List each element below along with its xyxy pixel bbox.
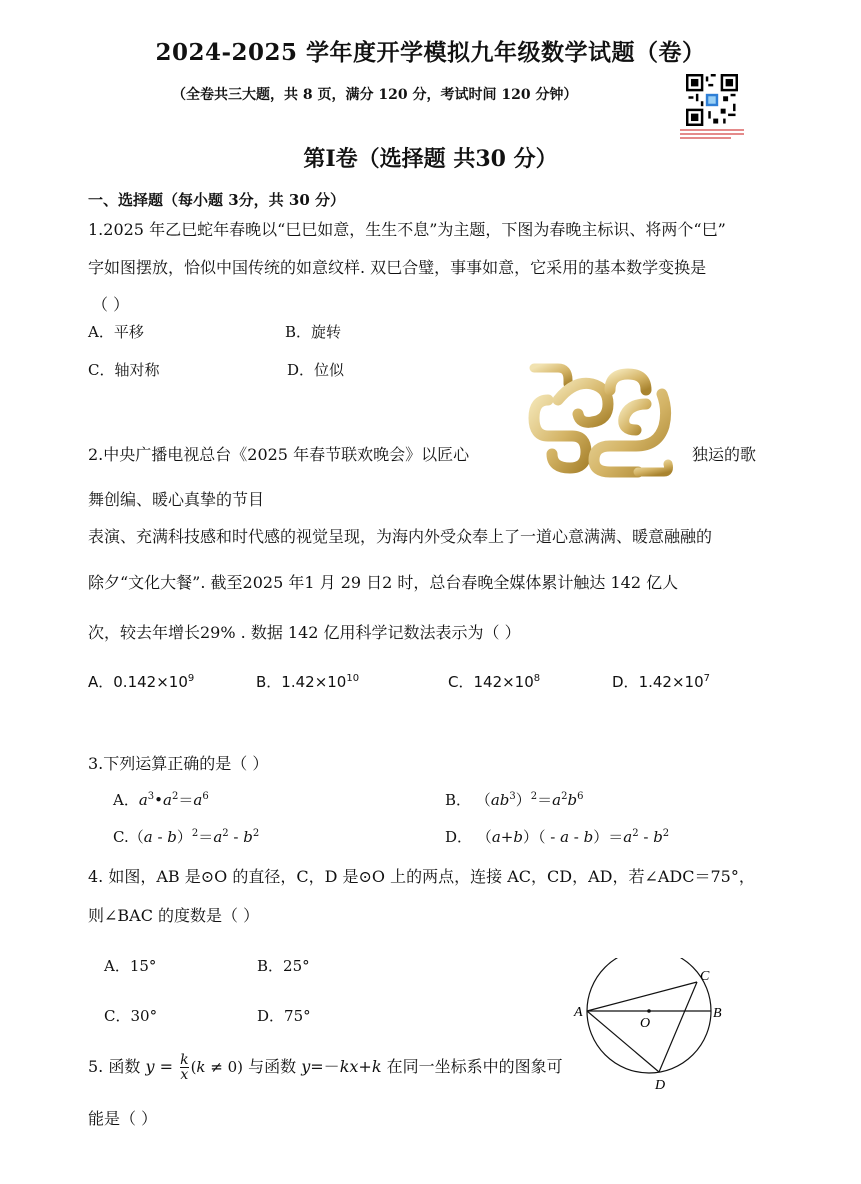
label-a: A [574,1005,583,1020]
q3-option-c: $C.(a - b)^2=a^2 - b^2$ [113,828,260,846]
fraction-k-over-x: $\frac{k}{x}$ [180,1052,189,1083]
q5-line2: 能是（ ） [88,1109,158,1128]
label-b: B [713,1006,722,1021]
q1-answer-blank: （ ） [92,295,130,314]
q3-option-b: B． $(ab^3)^2=a^2b^6$ [445,791,584,809]
q3-stem: 3.下列运算正确的是（ ） [88,754,269,773]
q4-line1: 4. 如图，AB 是⊙O 的直径，C，D 是⊙O 上的两点，连接 AC，CD，AD，若∠ADC＝75°， [88,867,755,886]
label-o: O [640,1016,651,1031]
q2-option-d: D．$1.42\times 10^7$ [612,673,710,691]
exam-title: 2024-2025 学年度开学模拟九年级数学试题（卷） [155,39,706,66]
q5-line1: 5. 函数 y = $\frac{k}{x}$ (k ≠ 0) 与函数 y=－kx+k 在同一坐标系中的图象可 [88,1052,563,1083]
qr-caption-lines [680,127,744,141]
chord-ac [587,982,697,1011]
q1-option-b: B．旋转 [285,323,342,341]
q1-option-d: D．位似 [287,361,345,379]
q1-line1: 1.2025 年乙巳蛇年春晚以“巳巳如意，生生不息”为主题，下图为春晚主标识、将两个“巳” [88,220,726,239]
q1-line2: 字如图摆放，恰似中国传统的如意纹样. 双巳合璧，事事如意，它采用的基本数学变换是 [88,258,707,277]
q2-option-c: C．$142\times 10^8$ [448,673,541,691]
q1-option-c: C．轴对称 [88,361,160,379]
q4-line2: 则∠BAC 的度数是（ ） [88,906,260,925]
q1-option-a: A．平移 [88,323,144,341]
exam-subtitle: （全卷共三大题，共 8 页，满分 120 分，考试时间 120 分钟） [172,87,578,103]
part-title: 一、选择题（每小题 3分，共 30 分） [88,191,345,209]
q4-option-b: B．25° [257,957,310,975]
q4-option-a: A．15° [104,957,157,975]
q2-line5: 次，较去年增长29% . 数据 142 亿用科学记数法表示为（ ） [88,623,521,642]
label-c: C [700,969,710,984]
gala-logo-image [528,360,674,482]
q3-option-d: D． $(a+b)( - a - b)=a^2 - b^2$ [445,828,670,846]
q2-line3: 表演、充满科技感和时代感的视觉呈现，为海内外受众奉上了一道心意满满、暖意融融的 [88,527,713,546]
q2-option-a: A．$0.142\times 10^9$ [88,673,195,691]
q2-line1-right: 独运的歌 [692,445,757,464]
q2-line4: 除夕“文化大餐”. 截至2025 年1 月 29 日2 时，总台春晚全媒体累计触达 142 亿人 [88,573,679,592]
q2-line2: 舞创编、暖心真挚的节目 [88,490,265,509]
label-d: D [655,1078,666,1093]
q4-option-c: C．30° [104,1007,158,1025]
q2-option-b: B．$1.42\times 10^{10}$ [256,673,360,691]
circle-geometry-figure [572,958,742,1098]
center-point [647,1009,651,1013]
section-title: 第Ⅰ卷（选择题 共30 分） [303,146,558,172]
q4-option-d: D．75° [257,1007,311,1025]
q3-option-a: A．$a^3•a^2=a^6$ [113,791,209,809]
q2-line1-left: 2.中央广播电视总台《2025 年春节联欢晚会》以匠心 [88,445,470,464]
chord-cd [659,982,697,1072]
qr-code [686,74,738,126]
